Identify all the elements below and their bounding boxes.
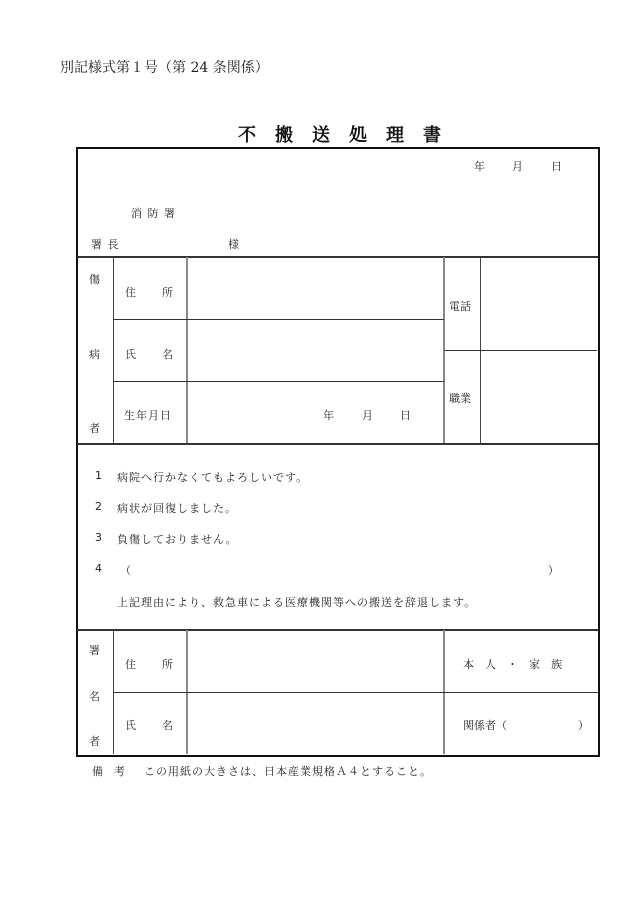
date-month-field[interactable]	[484, 155, 512, 173]
patient-name-label-1: 氏	[125, 348, 136, 361]
patient-section-label-2: 病	[89, 348, 100, 361]
patient-phone-label: 電話	[449, 300, 471, 313]
signer-address-field[interactable]	[188, 631, 443, 691]
date-month-label: 月	[512, 160, 523, 173]
date-year-field[interactable]	[440, 155, 474, 173]
patient-address-label-1: 住	[125, 286, 136, 299]
relation-other-field[interactable]	[518, 713, 574, 733]
declaration-text: 上記理由により、救急車による医療機関等への搬送を辞退します。	[117, 596, 477, 609]
honorific-label: 様	[228, 238, 239, 251]
signer-section-label-2: 名	[89, 690, 100, 703]
patient-address-label-2: 所	[162, 286, 173, 299]
relation-other-close-paren: ）	[578, 719, 589, 732]
patient-dob-year-field[interactable]	[188, 382, 318, 442]
signer-name-field[interactable]	[188, 694, 443, 753]
patient-occupation-label: 職業	[449, 392, 471, 405]
patient-section-label-1: 傷	[89, 273, 100, 286]
chief-name-field[interactable]	[122, 232, 222, 252]
signer-address-label-2: 所	[162, 658, 173, 671]
patient-phone-field[interactable]	[482, 258, 596, 349]
reason-4-number: 4	[95, 562, 102, 575]
patient-dob-label: 生年月日	[124, 409, 172, 422]
fire-station-label: 消 防 署	[131, 207, 176, 220]
divider	[113, 692, 598, 693]
signer-section-label-1: 署	[89, 644, 100, 657]
relation-other-label[interactable]: 関係者（	[463, 719, 507, 732]
note-label: 備 考	[92, 765, 125, 778]
signer-name-label-1: 氏	[125, 719, 136, 732]
document-title: 不搬送処理書	[238, 125, 460, 146]
divider	[77, 443, 598, 445]
divider	[444, 350, 597, 351]
patient-name-field[interactable]	[188, 320, 443, 380]
patient-dob-day-label: 日	[400, 409, 411, 422]
reason-4-open-paren: （	[120, 564, 131, 577]
relation-self-family-option[interactable]: 本 人 ・ 家 族	[463, 658, 562, 671]
reason-4-close-paren: ）	[548, 564, 559, 577]
reason-3-number: 3	[95, 531, 102, 544]
reason-3-text[interactable]: 負傷しておりません。	[117, 533, 238, 546]
chief-label: 署 長	[91, 238, 120, 251]
reason-4-other-field[interactable]	[135, 558, 540, 578]
date-day-field[interactable]	[522, 155, 550, 173]
patient-section-label-3: 者	[89, 422, 100, 435]
signer-section-label-3: 者	[89, 735, 100, 748]
patient-occupation-field[interactable]	[482, 352, 596, 442]
note-text: この用紙の大きさは、日本産業規格Ａ４とすること。	[144, 765, 432, 778]
date-day-label: 日	[551, 160, 562, 173]
reason-1-text[interactable]: 病院へ行かなくてもよろしいです。	[117, 471, 309, 484]
form-number-label: 別記様式第１号（第 24 条関係）	[60, 60, 269, 76]
signer-name-label-2: 名	[162, 719, 173, 732]
date-year-label: 年	[474, 160, 485, 173]
patient-address-field[interactable]	[188, 258, 443, 318]
patient-dob-year-label: 年	[323, 409, 334, 422]
patient-dob-month-label: 月	[362, 409, 373, 422]
divider	[113, 257, 114, 444]
reason-2-text[interactable]: 病状が回復しました。	[117, 502, 237, 515]
patient-name-label-2: 名	[162, 348, 173, 361]
signer-address-label-1: 住	[125, 658, 136, 671]
reason-1-number: 1	[95, 469, 102, 482]
reason-2-number: 2	[95, 500, 102, 513]
fire-station-name-field[interactable]	[88, 200, 130, 220]
